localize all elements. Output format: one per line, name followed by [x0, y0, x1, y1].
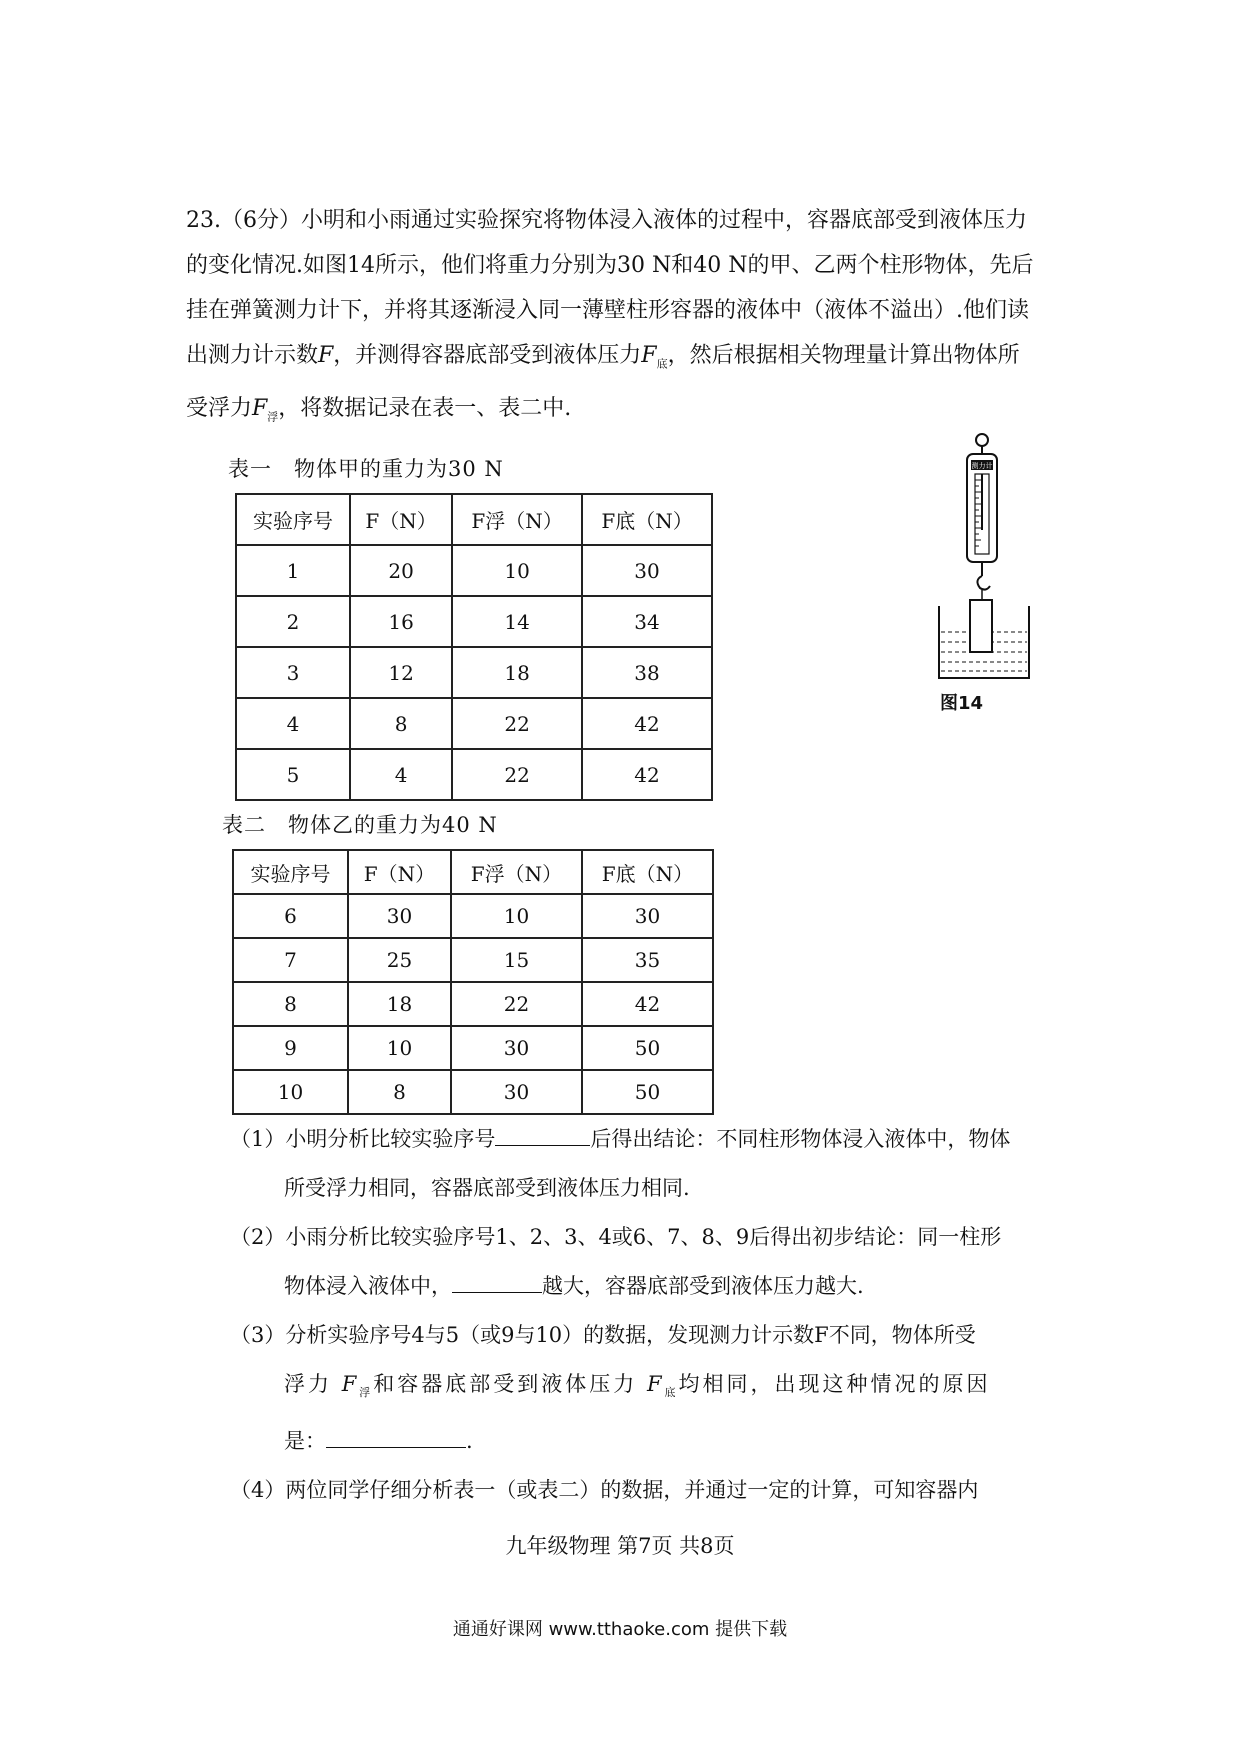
- cell: 6: [233, 894, 348, 938]
- figure-caption: 图14: [940, 693, 984, 714]
- cell: 15: [451, 938, 582, 982]
- question-line: [186, 333, 1091, 386]
- table1: [235, 493, 713, 801]
- table-header: F浮（N）: [451, 850, 582, 894]
- scale-ring: [976, 434, 988, 446]
- answer-blank[interactable]: [495, 1123, 590, 1146]
- subquestions: [230, 1115, 1090, 1515]
- cell: 30: [582, 545, 712, 596]
- cell: 8: [348, 1070, 451, 1114]
- symbol-F-bottom: $F_底$: [641, 343, 668, 371]
- cell: 16: [350, 596, 452, 647]
- cell: 42: [582, 749, 712, 800]
- table-row: [236, 545, 712, 596]
- answer-blank[interactable]: [326, 1425, 466, 1448]
- spring-scale-figure: [925, 430, 1045, 710]
- answer-blank[interactable]: [452, 1270, 542, 1293]
- table-row: [233, 1026, 713, 1070]
- cell: 18: [452, 647, 582, 698]
- cell: 8: [233, 982, 348, 1026]
- subquestion-1-cont: 所受浮力相同，容器底部受到液体压力相同.: [284, 1176, 690, 1200]
- cell: 4: [236, 698, 350, 749]
- source-watermark: 通通好课网 www.tthaoke.com 提供下载: [452, 1619, 788, 1640]
- table-row: [233, 982, 713, 1026]
- cell: 42: [582, 698, 712, 749]
- cell: 5: [236, 749, 350, 800]
- question-23-text: [186, 198, 1091, 440]
- cylinder-object: [970, 600, 992, 652]
- cell: 7: [233, 938, 348, 982]
- text-span: 是：: [284, 1429, 326, 1454]
- cell: 30: [451, 1026, 582, 1070]
- cell: 14: [452, 596, 582, 647]
- table2-caption: 表二 物体乙的重力为40 N: [222, 813, 498, 837]
- cell: 10: [348, 1026, 451, 1070]
- question-line: 23.（6分）小明和小雨通过实验探究将物体浸入液体的过程中，容器底部受到液体压力: [186, 208, 1027, 233]
- cell: 50: [582, 1070, 713, 1114]
- table-row: [236, 596, 712, 647]
- table-row: [236, 698, 712, 749]
- subquestion-3-answer: [230, 1417, 1090, 1466]
- text-span: 受浮力: [186, 396, 253, 422]
- cell: 22: [451, 982, 582, 1026]
- text-span: .: [466, 1429, 473, 1454]
- cell: 4: [350, 749, 452, 800]
- cell: 30: [348, 894, 451, 938]
- cell: 1: [236, 545, 350, 596]
- text-span: 物体浸入液体中，: [284, 1274, 452, 1298]
- table-header: F底（N）: [582, 494, 712, 545]
- subquestion-2-cont: [230, 1262, 1090, 1311]
- cell: 25: [348, 938, 451, 982]
- table2: [232, 849, 714, 1115]
- subquestion-3: （3）分析实验序号4与5（或9与10）的数据，发现测力计示数F不同，物体所受: [230, 1323, 976, 1347]
- table-header: 实验序号: [233, 850, 348, 894]
- subscript: 浮: [267, 410, 279, 424]
- table-row: [236, 647, 712, 698]
- scale-label: 测力计: [971, 462, 993, 470]
- cell: 50: [582, 1026, 713, 1070]
- cell: 22: [452, 749, 582, 800]
- table-row: [233, 938, 713, 982]
- text-span: （1）小明分析比较实验序号: [230, 1127, 496, 1151]
- hook-icon: [977, 576, 990, 590]
- cell: 20: [350, 545, 452, 596]
- subquestion-1: [230, 1115, 1090, 1164]
- cell: 30: [582, 894, 713, 938]
- text-span: ，并测得容器底部受到液体压力: [333, 343, 642, 368]
- cell: 3: [236, 647, 350, 698]
- table-header: 实验序号: [236, 494, 350, 545]
- cell: 8: [350, 698, 452, 749]
- question-line: 挂在弹簧测力计下，并将其逐渐浸入同一薄壁柱形容器的液体中（液体不溢出）.他们读: [186, 298, 1029, 323]
- subscript: 底: [656, 357, 668, 371]
- cell: 30: [451, 1070, 582, 1114]
- text-span: 后得出结论：不同柱形物体浸入液体中，物体: [590, 1127, 1011, 1151]
- table-header: F（N）: [350, 494, 452, 545]
- table-row: [233, 1070, 713, 1114]
- cell: 35: [582, 938, 713, 982]
- text-span: 出测力计示数: [186, 343, 319, 368]
- cell: 22: [452, 698, 582, 749]
- table-header: F底（N）: [582, 850, 713, 894]
- subquestion-2: （2）小雨分析比较实验序号1、2、3、4或6、7、8、9后得出初步结论：同一柱形: [230, 1225, 1002, 1249]
- symbol-F-buoyancy: $F_浮$: [341, 1372, 374, 1400]
- cell: 18: [348, 982, 451, 1026]
- cell: 9: [233, 1026, 348, 1070]
- cell: 2: [236, 596, 350, 647]
- cell: 10: [452, 545, 582, 596]
- table-header: F（N）: [348, 850, 451, 894]
- cell: 12: [350, 647, 452, 698]
- text-span: ，然后根据相关物理量计算出物体所: [667, 343, 1020, 368]
- question-line: 的变化情况.如图14所示，他们将重力分别为30 N和40 N的甲、乙两个柱形物体，先后: [186, 253, 1034, 278]
- table-row: [233, 894, 713, 938]
- symbol-F-bottom: $F_底$: [646, 1372, 679, 1400]
- cell: 34: [582, 596, 712, 647]
- cell: 42: [582, 982, 713, 1026]
- text-span: 均相同，出现这种情况的原因: [678, 1372, 991, 1396]
- table1-caption: 表一 物体甲的重力为30 N: [228, 457, 504, 481]
- subquestion-3-cont: [230, 1360, 1090, 1417]
- table-row: [236, 749, 712, 800]
- text-span: 越大，容器底部受到液体压力越大.: [542, 1274, 864, 1298]
- text-span: 浮力: [284, 1372, 342, 1396]
- symbol-F-buoyancy: $F_浮$: [252, 396, 279, 424]
- cell: 10: [451, 894, 582, 938]
- cell: 10: [233, 1070, 348, 1114]
- page-footer: 九年级物理 第7页 共8页: [505, 1534, 735, 1558]
- cell: 38: [582, 647, 712, 698]
- text-span: ，将数据记录在表一、表二中.: [278, 396, 572, 422]
- text-span: 和容器底部受到液体压力: [373, 1372, 647, 1396]
- symbol-F: F: [318, 343, 334, 368]
- table-header: F浮（N）: [452, 494, 582, 545]
- subquestion-4: （4）两位同学仔细分析表一（或表二）的数据，并通过一定的计算，可知容器内: [230, 1478, 979, 1503]
